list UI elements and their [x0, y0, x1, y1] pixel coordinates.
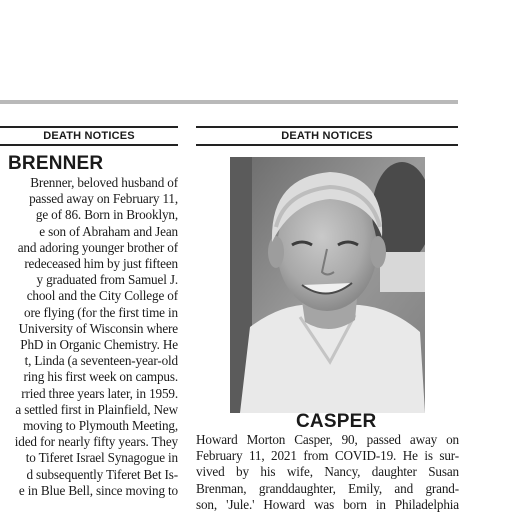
portrait-photo — [230, 157, 425, 413]
text-line: t, Linda (a seventeen-year-old — [24, 353, 178, 369]
text-line: redeceased him by just fifteen — [24, 256, 178, 272]
text-line: a settled first in Plainfield, New — [15, 401, 178, 417]
text-line: February 11, 2021 from COVID-19. He is sur- — [196, 448, 459, 464]
text-line: rried three years later, in 1959. — [21, 385, 178, 401]
text-line: Howard Morton Casper, 90, passed away on — [196, 432, 459, 447]
section-header-left: DEATH NOTICES — [0, 126, 178, 146]
text-line: son, 'Jule.' Howard was born in Philadelphia — [196, 496, 459, 512]
text-line: moving to Plymouth Meeting, — [23, 418, 178, 434]
notice-name-left: BRENNER — [8, 153, 104, 174]
text-line: vived by his wife, Nancy, daughter Susan — [196, 464, 459, 480]
text-line: passed away on February 11, — [29, 191, 178, 207]
text-line: e in Blue Bell, since moving to — [18, 482, 178, 498]
text-line: ring his first week on campus. — [23, 369, 178, 385]
top-rule — [0, 100, 458, 104]
text-line: e son of Abraham and Jean — [39, 223, 178, 239]
text-line: y graduated from Samuel J. — [36, 272, 178, 288]
portrait-illustration — [230, 157, 425, 413]
text-line: chool and the City College of — [26, 288, 178, 304]
section-header-right: DEATH NOTICES — [196, 126, 458, 146]
text-line: and adoring younger brother of — [17, 239, 178, 255]
text-line: University of Wisconsin where — [18, 320, 178, 336]
text-line: d subsequently Tiferet Bet Is- — [26, 466, 178, 482]
notice-body-right — [196, 432, 459, 512]
text-line: Brenman, granddaughter, Emily, and grand- — [196, 480, 459, 496]
text-line: ge of 86. Born in Brooklyn, — [35, 207, 178, 223]
text-line: PhD in Organic Chemistry. He — [20, 337, 178, 353]
text-line: ore flying (for the first time in — [24, 304, 178, 320]
text-line: Brenner, beloved husband of — [30, 175, 178, 190]
text-line: ided for nearly fifty years. They — [14, 434, 178, 450]
notice-name-right: CASPER — [296, 411, 377, 432]
notice-body-left — [0, 175, 178, 512]
text-line: to Tiferet Israel Synagogue in — [25, 450, 178, 466]
